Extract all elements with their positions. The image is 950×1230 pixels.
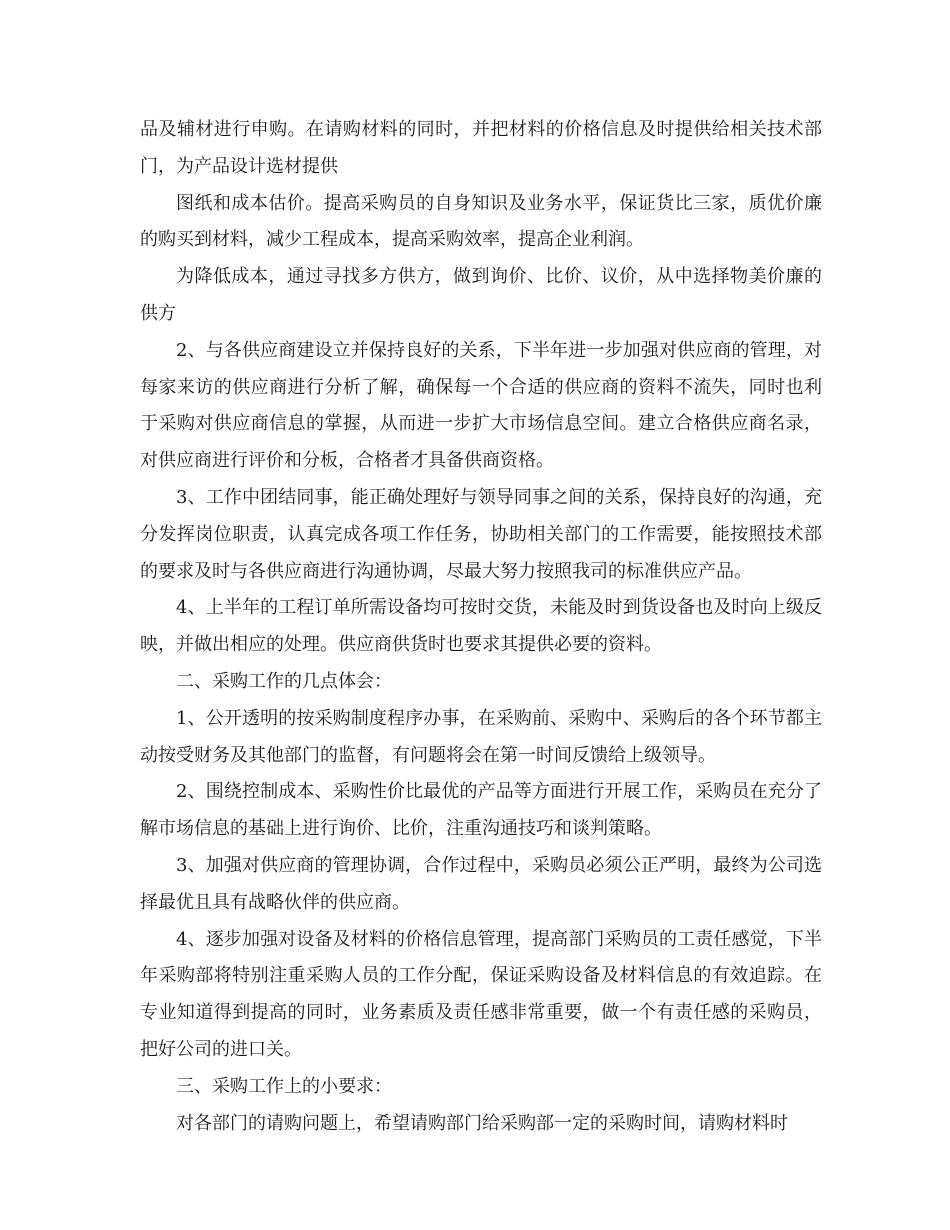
paragraph: 1、公开透明的按采购制度程序办事，在采购前、采购中、采购后的各个环节都主动按受财务及其他部门的监督，有问题将会在第一时间反馈给上级领导。 bbox=[140, 707, 822, 766]
paragraph: 图纸和成本估价。提高采购员的自身知识及业务水平，保证货比三家，质优价廉的购买到材料，减少工程成本，提高采购效率，提高企业利润。 bbox=[140, 192, 822, 251]
document-body bbox=[140, 112, 822, 1142]
paragraph: 品及辅材进行申购。在请购材料的同时，并把材料的价格信息及时提供给相关技术部门，为产品设计选材提供 bbox=[140, 119, 822, 177]
paragraph: 2、围绕控制成本、采购性价比最优的产品等方面进行开展工作，采购员在充分了解市场信息的基础上进行询价、比价，注重沟通技巧和谈判策略。 bbox=[140, 781, 822, 840]
paragraph: 2、与各供应商建设立并保持良好的关系，下半年进一步加强对供应商的管理，对每家来访的供应商进行分析了解，确保每一个合适的供应商的资料不流失，同时也利于采购对供应商信息的掌握，从而进一步扩大市场信息空间。建立合格供应商名录，对供应商进行评价和分板，合格者才具备供商资格。 bbox=[140, 339, 822, 472]
paragraph: 3、工作中团结同事，能正确处理好与领导同事之间的关系，保持良好的沟通，充分发挥岗位职责，认真完成各项工作任务，协助相关部门的工作需要，能按照技术部的要求及时与各供应商进行沟通协调，尽最大努力按照我司的标准供应产品。 bbox=[140, 486, 822, 582]
paragraph: 4、上半年的工程订单所需设备均可按时交货，未能及时到货设备也及时向上级反映，并做出相应的处理。供应商供货时也要求其提供必要的资料。 bbox=[140, 597, 822, 656]
paragraph: 4、逐步加强对设备及材料的价格信息管理，提高部门采购员的工责任感觉，下半年采购部将特别注重采购人员的工作分配，保证采购设备及材料信息的有效追踪。在专业知道得到提高的同时，业务素质及责任感非常重要，做一个有责任感的采购员，把好公司的进口关。 bbox=[140, 928, 822, 1060]
paragraph: 对各部门的请购问题上，希望请购部门给采购部一定的采购时间，请购材料时 bbox=[176, 1112, 788, 1134]
section-heading: 二、采购工作的几点体会： bbox=[176, 670, 392, 692]
paragraph: 为降低成本，通过寻找多方供方，做到询价、比价、议价，从中选择物美价廉的供方 bbox=[140, 266, 822, 324]
section-heading: 三、采购工作上的小要求： bbox=[176, 1075, 392, 1097]
paragraph: 3、加强对供应商的管理协调，合作过程中，采购员必须公正严明，最终为公司选择最优且具有战略伙伴的供应商。 bbox=[140, 854, 822, 913]
